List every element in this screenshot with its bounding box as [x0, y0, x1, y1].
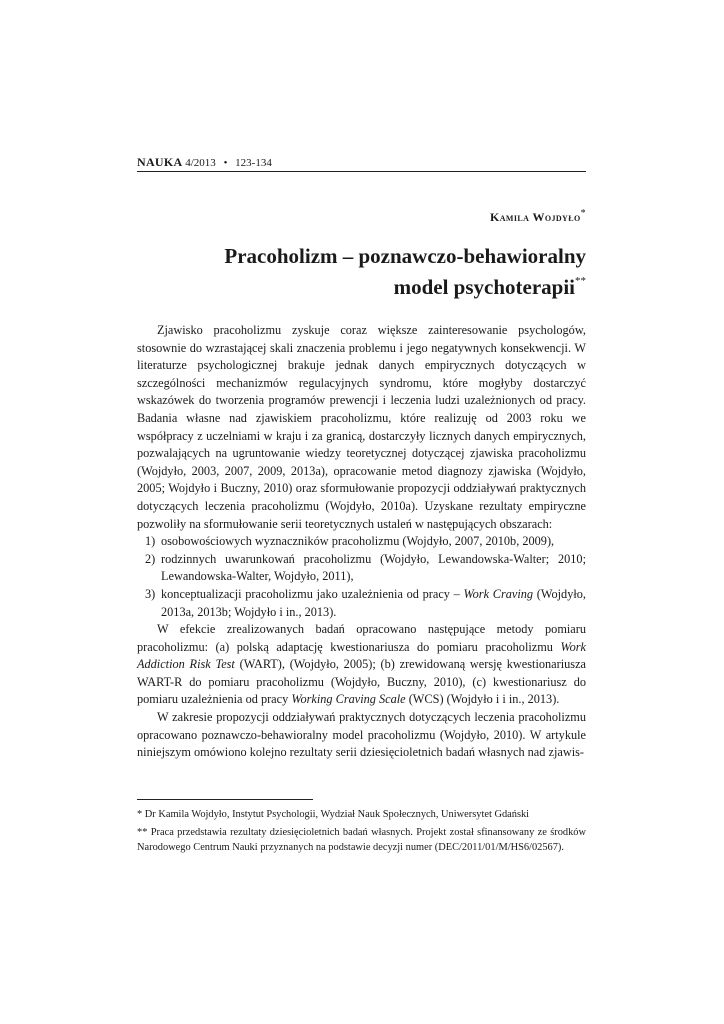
journal-issue: 4/2013 [185, 157, 216, 169]
title-line-2: model psychoterapii [393, 275, 575, 299]
journal-name: NAUKA [137, 155, 183, 169]
list-item [137, 533, 586, 551]
findings-list [137, 533, 586, 621]
list-item [137, 586, 586, 621]
author-footnote-mark: * [580, 208, 586, 219]
page-range: 123-134 [235, 157, 272, 169]
paragraph-3: W zakresie propozycji oddziaływań praktycznych dotyczących leczenia pracoholizmu opracowano poznawczo-behawioralny model pracoholizmu (Wojdyło, 2010). W artykule niniejszym omówiono kolejno rezultaty serii dziesięcioletnich badań własnych nad zjawis- [137, 710, 586, 760]
list-item-text-after: (Wojdyło, 2013a, 2013b; Wojdyło i in., 2013). [161, 586, 586, 619]
footnote-rule [137, 799, 313, 800]
paragraph-2-text-1: W efekcie zrealizowanych badań opracowano następujące metody pomiaru pracoholizmu: (a) polską adaptację kwestionariusza do pomiaru pracoholizmu [137, 622, 586, 654]
paragraph-2-italic-1: Work Addiction Risk Test [137, 639, 586, 672]
list-item [137, 551, 586, 586]
header-rule [137, 171, 586, 172]
paragraph-2-text-3: (WCS) (Wojdyło i i in., 2013). [405, 692, 560, 707]
footnote-author: * Dr Kamila Wojdyło, Instytut Psychologii, Wydział Nauk Społecznych, Uniwersytet Gdański [137, 809, 530, 820]
list-item-number: 1) [145, 534, 156, 549]
footnote-funding: ** Praca przedstawia rezultaty dziesięcioletnich badań własnych. Projekt został sfinansowany ze środków Narodowego Centrum Nauki przyznanych na podstawie decyzji numer (DEC/2011/01/M/HS6/02567). [137, 827, 586, 853]
author-name: Kamila Wojdyło [489, 210, 581, 224]
list-item-italic: Work Craving [463, 586, 534, 601]
article-body [137, 322, 586, 762]
paragraph-2 [137, 621, 586, 709]
running-header [137, 155, 586, 170]
list-item-text: konceptualizacji pracoholizmu jako uzależnienia od pracy – [161, 586, 464, 601]
title-footnote-mark: ** [575, 275, 586, 287]
article-title [137, 244, 586, 300]
header-bullet: • [223, 157, 228, 169]
paragraph-1: Zjawisko pracoholizmu zyskuje coraz większe zainteresowanie psychologów, stosownie do wzrastającej skali znaczenia problemu i jego negatywnych konsekwencji. W literaturze psychologicznej brakuje jednak danych empirycznych dotyczących w szczególności mechanizmów regulacyjnych syndromu, które mogłyby dostarczyć wskazówek do tworzenia programów prewencji i leczenia ludzi uzależnionych od pracy. Badania własne nad zjawiskiem pracoholizmu, które realizuję od 2003 roku we współpracy z uczelniami w kraju i za granicą, dostarczyły licznych danych empirycznych, pozwalających na ugruntowanie wiedzy teoretycznej dotyczącej zjawiska pracoholizmu (Wojdyło, 2003, 2007, 2009, 2013a), opracowanie metod diagnozy zjawiska (Wojdyło, 2005; Wojdyło i Buczny, 2010) oraz sformułowanie propozycji oddziaływań praktycznych dotyczących leczenia pracoholizmu (Wojdyło, 2010a). Uzyskane rezultaty empiryczne pozwoliły na sformułowanie serii teoretycznych ustaleń w następujących obszarach: [137, 323, 586, 531]
paragraph-2-italic-2: Working Craving Scale [291, 692, 406, 707]
paragraph-2-text-2: (WART), (Wojdyło, 2005); (b) zrewidowaną wersję kwestionariusza WART-R do pomiaru pracoholizmu (Wojdyło, Buczny, 2010), (c) kwestionariusz do pomiaru uzależnienia od pracy [137, 657, 586, 707]
title-line-1: Pracoholizm – poznawczo-behawioralny [224, 244, 586, 268]
list-item-text: rodzinnych uwarunkowań pracoholizmu (Wojdyło, Lewandowska-Walter; 2010; Lewandowska-Walter, Wojdyło, 2011), [161, 551, 586, 584]
footnotes [137, 807, 586, 858]
list-item-number: 3) [145, 586, 156, 601]
list-item-number: 2) [145, 551, 156, 566]
list-item-text: osobowościowych wyznaczników pracoholizmu (Wojdyło, 2007, 2010b, 2009), [161, 534, 555, 549]
author-line [490, 208, 586, 225]
